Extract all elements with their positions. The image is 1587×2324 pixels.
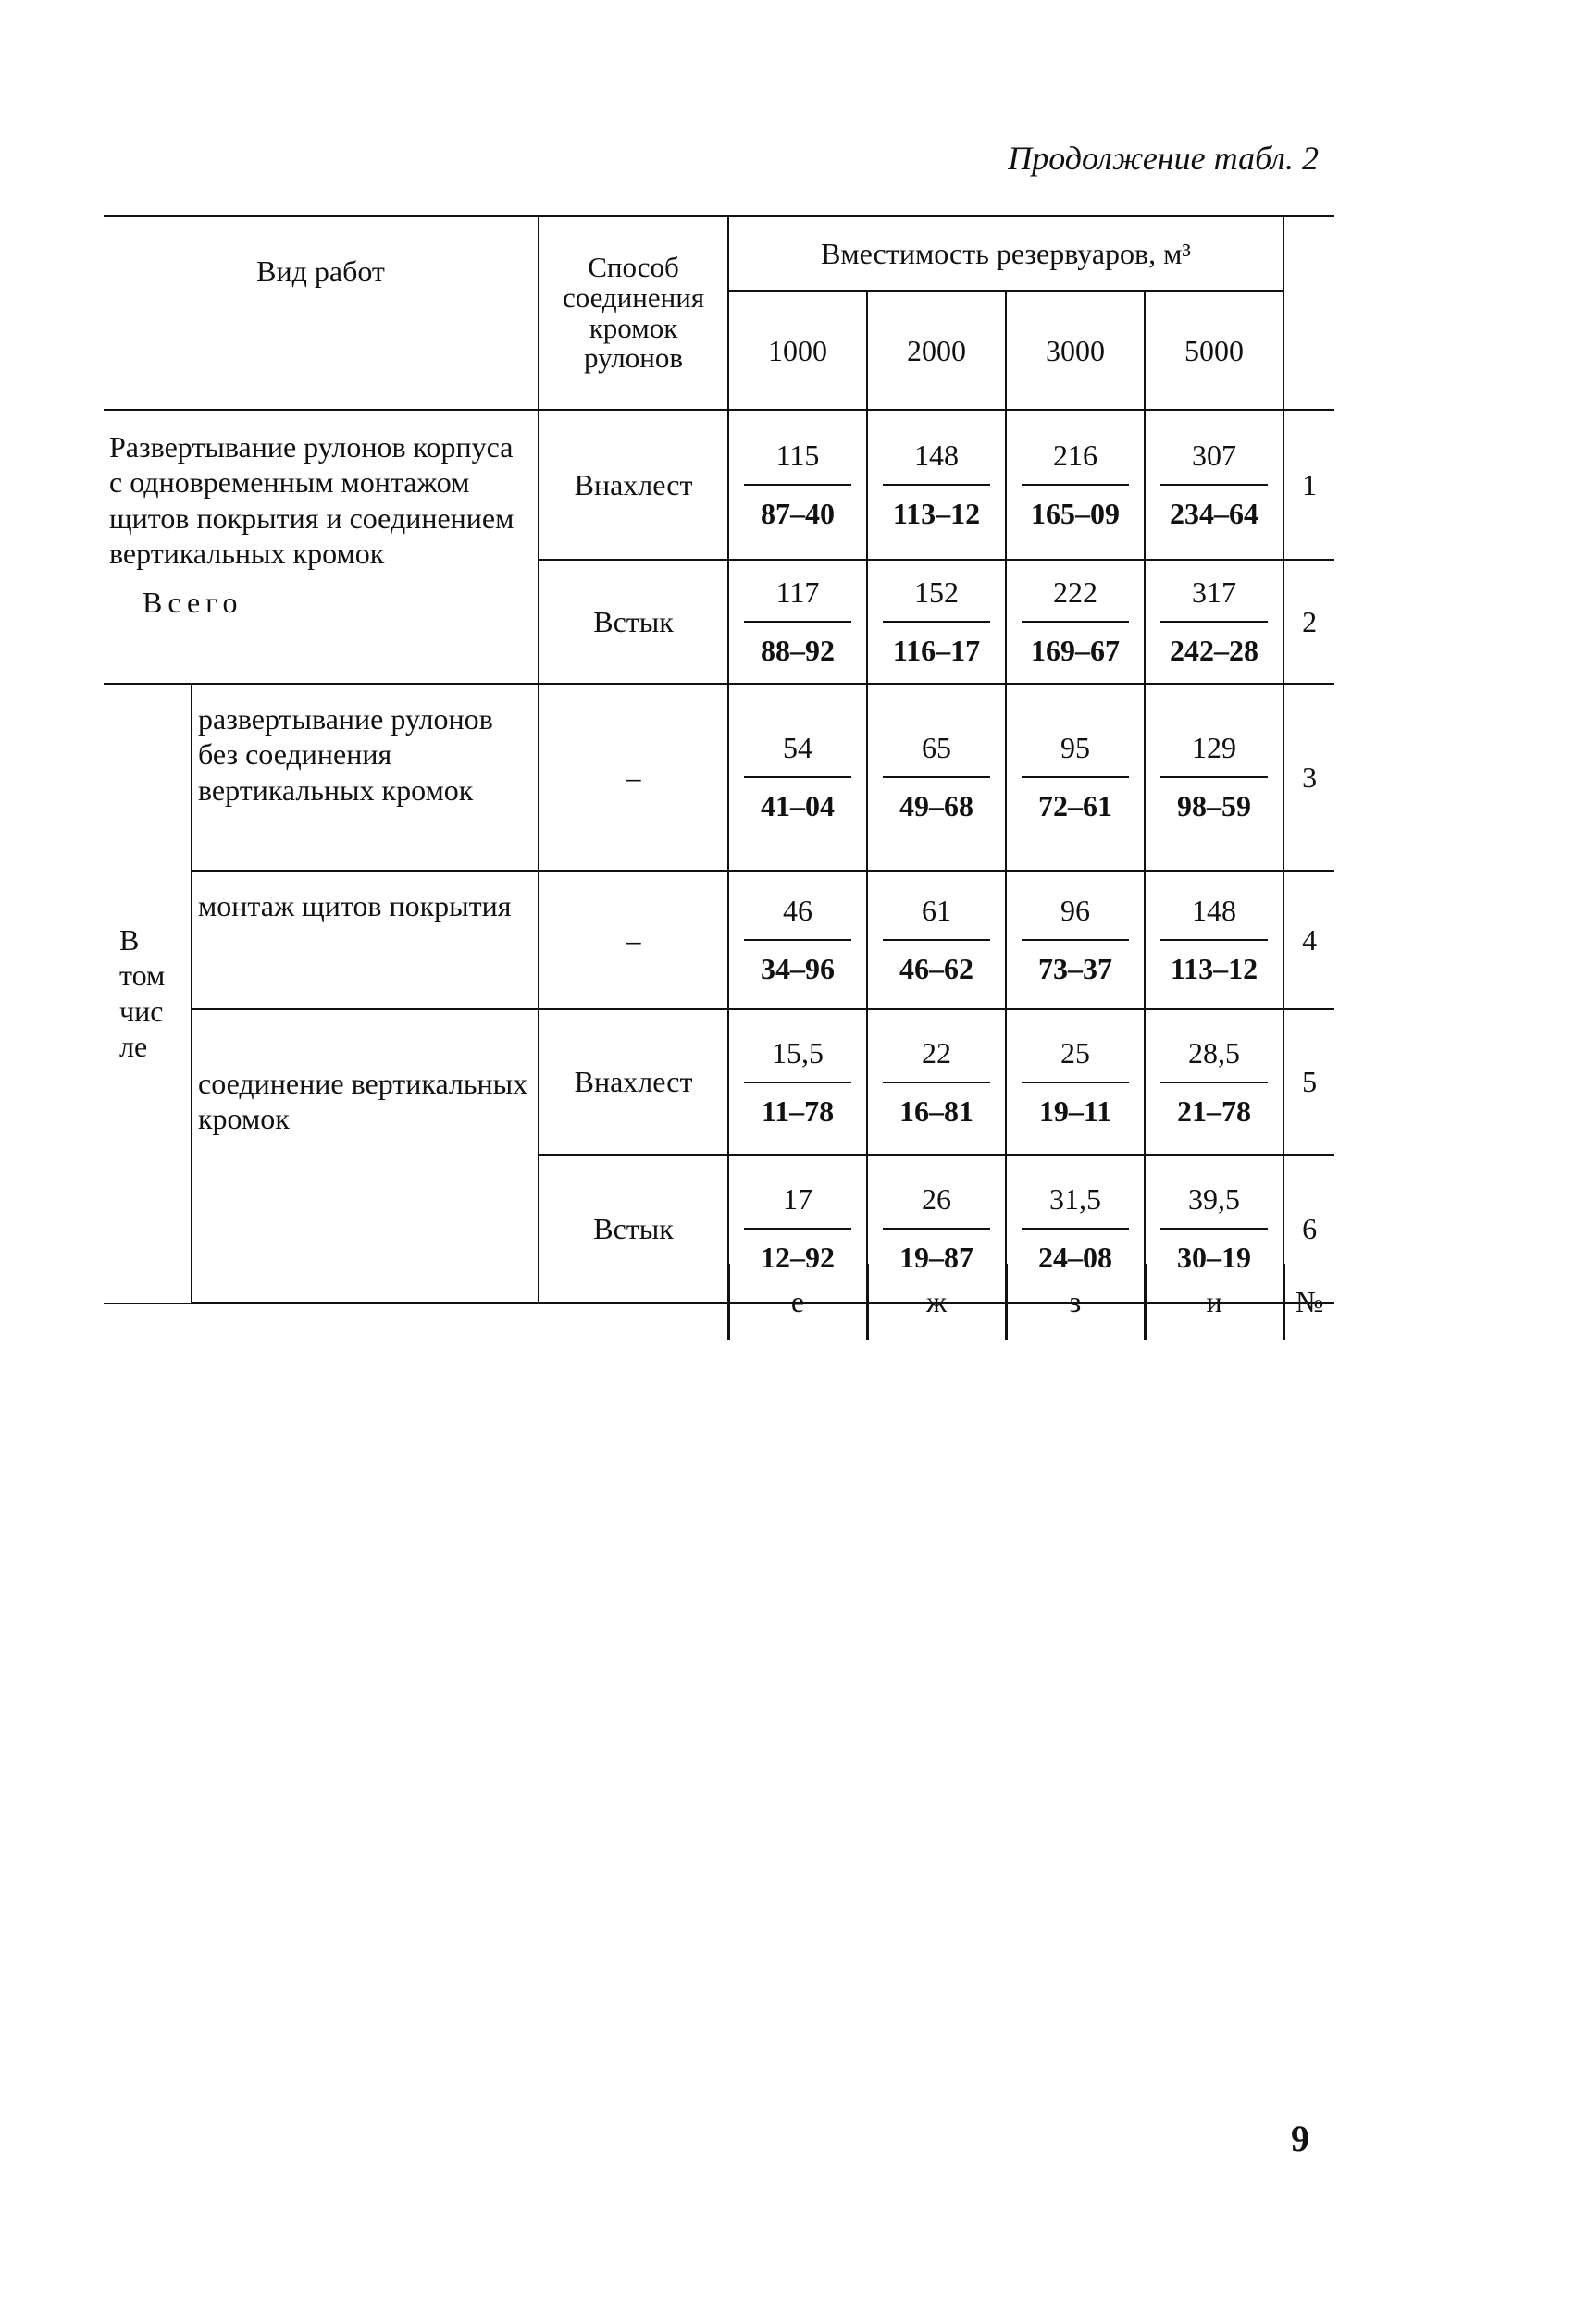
header-work-type: Вид работ (104, 216, 539, 411)
work-text: развертывание рулонов без соединения вертикальных кромок (198, 702, 493, 807)
work-cell (192, 684, 539, 871)
value-numerator: 117 (744, 575, 850, 623)
value-numerator: 17 (744, 1182, 850, 1230)
value-cell (1006, 871, 1145, 1009)
value-cell (728, 1009, 867, 1155)
value-denominator: 49–68 (899, 789, 974, 822)
header-number-blank (1283, 216, 1334, 411)
value-numerator: 307 (1160, 439, 1267, 486)
header-capacity: Вместимость резервуаров, м³ (728, 216, 1283, 291)
value-denominator: 19–87 (899, 1241, 974, 1274)
value-denominator: 169–67 (1031, 634, 1121, 667)
value-denominator: 30–19 (1177, 1241, 1252, 1274)
header-capacity-1000: 1000 (728, 291, 867, 410)
included-label-text: В том числе (119, 922, 166, 1064)
column-letter: ж (867, 1264, 1006, 1340)
value-numerator: 152 (883, 575, 989, 623)
value-numerator: 26 (883, 1182, 989, 1230)
value-cell (867, 1009, 1006, 1155)
method-cell: – (539, 871, 728, 1009)
value-numerator: 46 (744, 894, 850, 941)
value-denominator: 88–92 (761, 634, 836, 667)
value-denominator: 12–92 (761, 1241, 836, 1274)
column-letter: и (1145, 1264, 1283, 1340)
value-numerator: 95 (1022, 731, 1128, 778)
column-letters-footer (104, 1264, 1334, 1340)
value-cell (728, 684, 867, 871)
value-numerator: 96 (1022, 894, 1128, 941)
value-denominator: 21–78 (1177, 1094, 1252, 1128)
value-numerator: 28,5 (1160, 1036, 1267, 1083)
row-number: 6 (1283, 1155, 1334, 1304)
work-cell (192, 871, 539, 1009)
value-numerator: 148 (883, 439, 989, 486)
row-number: 1 (1283, 410, 1334, 560)
method-cell: Внахлест (539, 1009, 728, 1155)
total-label: Всего (143, 585, 243, 619)
value-cell (728, 871, 867, 1009)
header-method: Способ соединения кромок рулонов (539, 216, 728, 411)
value-cell (867, 871, 1006, 1009)
header-capacity-5000: 5000 (1145, 291, 1283, 410)
value-denominator: 34–96 (761, 952, 836, 985)
value-numerator: 222 (1022, 575, 1128, 623)
value-cell (1006, 560, 1145, 684)
table-caption: Продолжение табл. 2 (1008, 140, 1319, 177)
header-capacity-2000: 2000 (867, 291, 1006, 410)
value-numerator: 216 (1022, 439, 1128, 486)
work-text: монтаж щитов покрытия (198, 889, 512, 922)
work-cell (192, 1009, 539, 1304)
value-numerator: 39,5 (1160, 1182, 1267, 1230)
value-denominator: 242–28 (1170, 634, 1259, 667)
value-denominator: 98–59 (1177, 789, 1252, 822)
value-cell (867, 410, 1006, 560)
value-denominator: 87–40 (761, 497, 836, 530)
column-letter: е (728, 1264, 867, 1340)
row-number: 3 (1283, 684, 1334, 871)
row-number: 2 (1283, 560, 1334, 684)
value-cell (867, 684, 1006, 871)
row-number: 5 (1283, 1009, 1334, 1155)
value-denominator: 46–62 (899, 952, 974, 985)
page-number: 9 (1291, 2118, 1309, 2159)
value-denominator: 24–08 (1038, 1241, 1113, 1274)
value-denominator: 165–09 (1031, 497, 1121, 530)
value-numerator: 15,5 (744, 1036, 850, 1083)
value-cell (1006, 684, 1145, 871)
value-cell (1006, 1009, 1145, 1155)
work-cell-main (104, 410, 539, 684)
value-cell (1145, 1009, 1283, 1155)
value-numerator: 317 (1160, 575, 1267, 623)
method-cell: Встык (539, 1155, 728, 1304)
value-cell (1145, 684, 1283, 871)
method-cell: Внахлест (539, 410, 728, 560)
value-cell (1145, 410, 1283, 560)
value-numerator: 65 (883, 731, 989, 778)
value-numerator: 61 (883, 894, 989, 941)
value-denominator: 19–11 (1038, 1094, 1112, 1128)
work-text: соединение вертикальных кромок (198, 1067, 528, 1136)
value-numerator: 25 (1022, 1036, 1128, 1083)
table-row (104, 871, 1334, 1009)
value-cell (1006, 410, 1145, 560)
method-cell: Встык (539, 560, 728, 684)
value-numerator: 148 (1160, 894, 1267, 941)
value-denominator: 116–17 (892, 634, 981, 667)
value-numerator: 129 (1160, 731, 1267, 778)
work-text-main: Развертывание рулонов корпуса с одновременным монтажом щитов покрытия и соединением вертикальных кромок (109, 430, 515, 571)
row-number: 4 (1283, 871, 1334, 1009)
footer-blank (104, 1264, 728, 1340)
value-cell (728, 410, 867, 560)
value-denominator: 234–64 (1170, 497, 1259, 530)
value-cell (1145, 871, 1283, 1009)
value-cell (1145, 560, 1283, 684)
column-letter: з (1006, 1264, 1145, 1340)
table-row (104, 410, 1334, 560)
table-row (104, 684, 1334, 871)
value-cell (728, 560, 867, 684)
table-row (104, 1009, 1334, 1155)
header-row (104, 216, 1334, 291)
included-label (104, 684, 192, 1304)
work-norms-table (104, 215, 1334, 1304)
value-denominator: 113–12 (1170, 952, 1258, 985)
value-numerator: 54 (744, 731, 850, 778)
value-denominator: 41–04 (761, 789, 836, 822)
value-denominator: 113–12 (892, 497, 981, 530)
header-capacity-3000: 3000 (1006, 291, 1145, 410)
value-denominator: 11–78 (761, 1094, 835, 1128)
value-numerator: 22 (883, 1036, 989, 1083)
value-cell (867, 560, 1006, 684)
value-denominator: 72–61 (1038, 789, 1113, 822)
number-sign: № (1283, 1264, 1334, 1340)
method-cell: – (539, 684, 728, 871)
value-numerator: 115 (744, 439, 850, 486)
value-denominator: 16–81 (899, 1094, 974, 1128)
value-denominator: 73–37 (1038, 952, 1113, 985)
footer-row (104, 1264, 1334, 1340)
value-numerator: 31,5 (1022, 1182, 1128, 1230)
